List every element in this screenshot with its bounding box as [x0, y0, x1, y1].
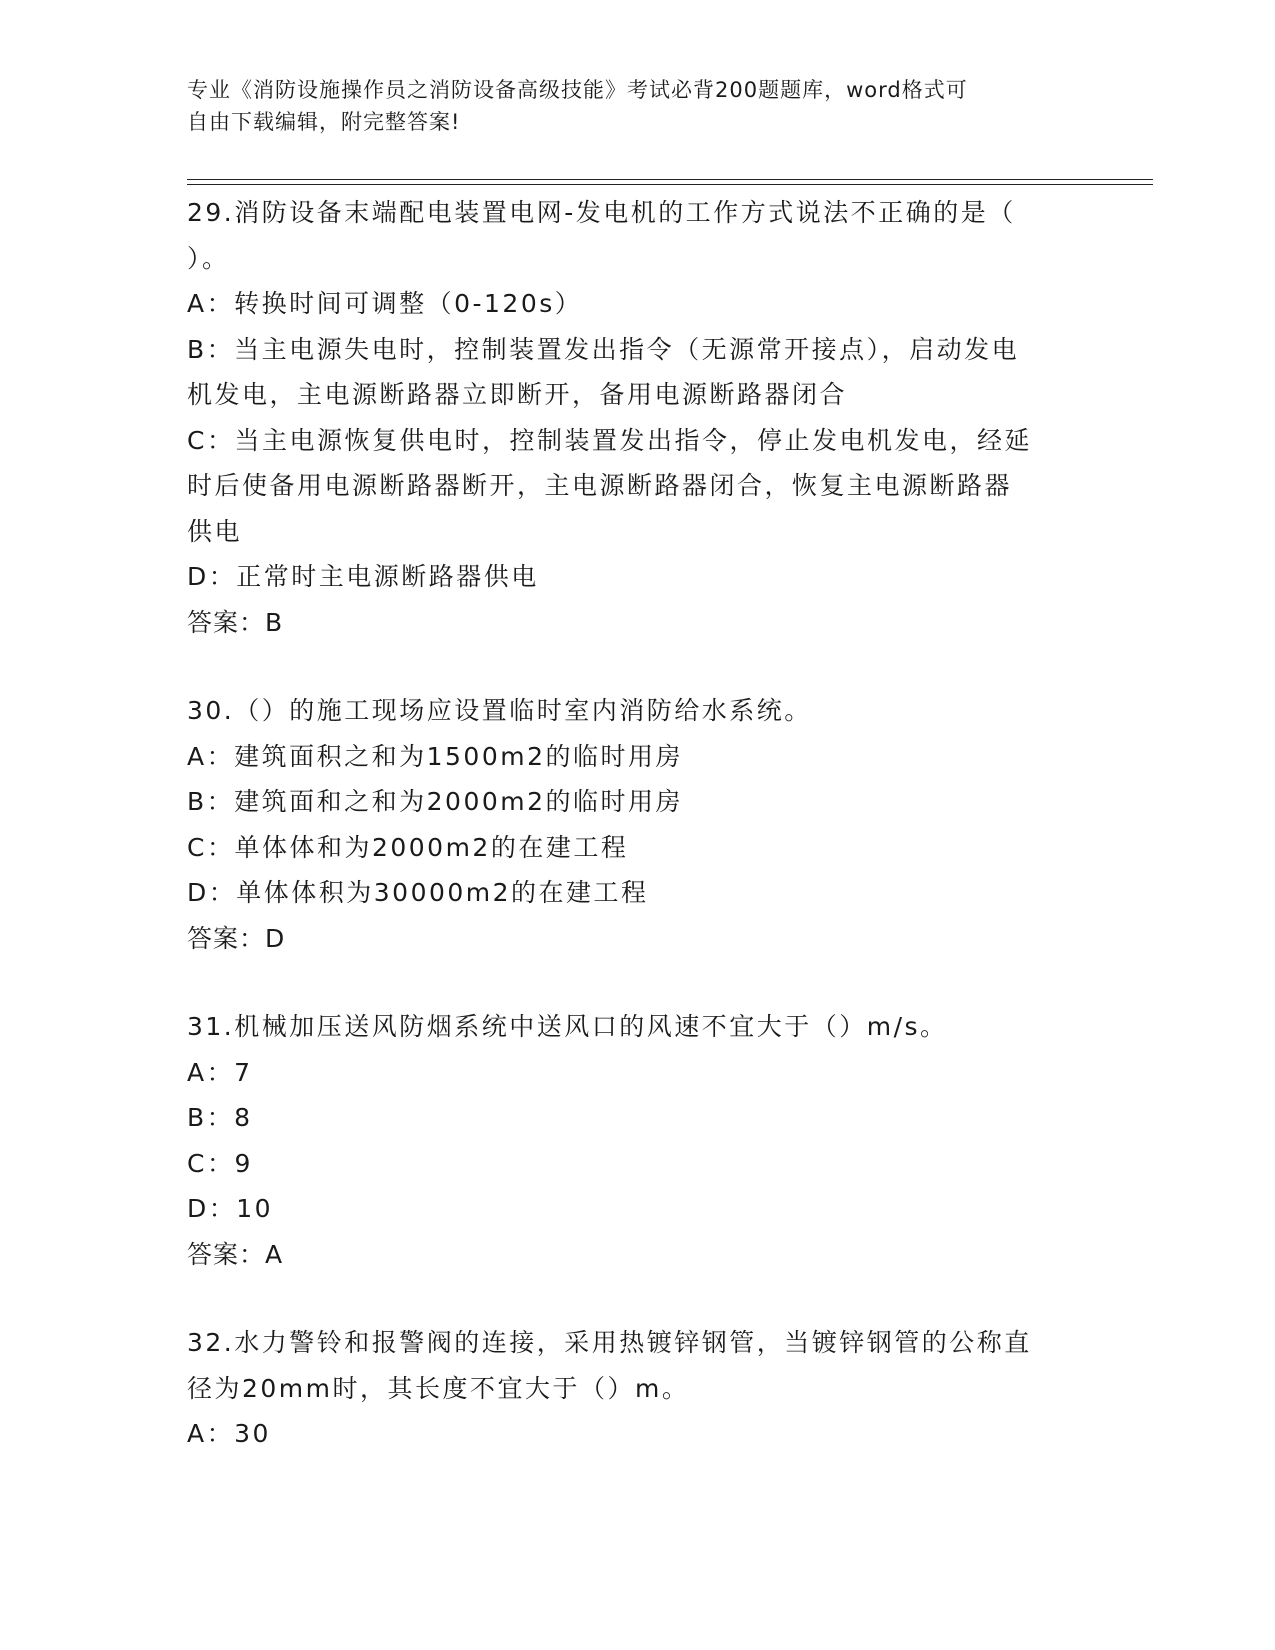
answer-value: D [265, 923, 286, 953]
question-stem: 29.消防设备末端配电装置电网-发电机的工作方式说法不正确的是（ [187, 198, 1016, 227]
question-spacer [187, 1277, 1067, 1320]
answer-label: 答案： [187, 923, 266, 953]
answer-option: B：当主电源失电时，控制装置发出指令（无源常开接点），启动发电 [187, 334, 1020, 364]
answer-option: A：30 [187, 1419, 271, 1448]
header-divider-bottom [187, 184, 1153, 185]
answer-option: D：单体体积为30000m2的在建工程 [187, 878, 649, 907]
question-list [187, 190, 1067, 1457]
answer-line [187, 1232, 1067, 1278]
answer-option: D：正常时主电源断路器供电 [187, 562, 539, 591]
answer-value: A [265, 1239, 284, 1269]
answer-option: C：当主电源恢复供电时，控制装置发出指令，停止发电机发电，经延 [187, 425, 1032, 455]
answer-option: 机发电，主电源断路器立即断开，备用电源断路器闭合 [187, 380, 848, 409]
answer-option: A：建筑面积之和为1500m2的临时用房 [187, 741, 683, 771]
answer-option: A：转换时间可调整（0-120s） [187, 289, 583, 318]
question-stem: 径为20mm时，其长度不宜大于（）m。 [187, 1373, 690, 1403]
answer-label: 答案： [187, 607, 266, 637]
question-stem: 32.水力警铃和报警阀的连接，采用热镀锌钢管，当镀锌钢管的公称直 [187, 1328, 1032, 1357]
question-item [187, 688, 1067, 1004]
question-spacer [187, 645, 1067, 688]
answer-line [187, 600, 1067, 646]
header-divider-top [187, 179, 1153, 180]
header-line-2: 自由下载编辑，附完整答案! [187, 110, 461, 134]
answer-option: B：建筑面和之和为2000m2的临时用房 [187, 787, 684, 816]
question-item [187, 1004, 1067, 1320]
answer-option: 时后使备用电源断路器断开，主电源断路器闭合，恢复主电源断路器 [187, 471, 1013, 500]
answer-label: 答案： [187, 1239, 266, 1269]
answer-option: D：10 [187, 1194, 274, 1223]
header-line-1: 专业《消防设施操作员之消防设备高级技能》考试必背200题题库，word格式可 [187, 78, 968, 102]
answer-option: B：8 [187, 1103, 253, 1132]
answer-line [187, 916, 1067, 962]
answer-value: B [265, 607, 284, 637]
question-spacer [187, 961, 1067, 1004]
answer-option: C：单体体和为2000m2的在建工程 [187, 832, 629, 862]
question-stem: 30.（）的施工现场应设置临时室内消防给水系统。 [187, 696, 812, 725]
answer-option: 供电 [187, 516, 243, 546]
question-item [187, 1320, 1067, 1457]
question-stem: 31.机械加压送风防烟系统中送风口的风速不宜大于（）m/s。 [187, 1012, 948, 1041]
answer-option: C：9 [187, 1148, 253, 1178]
question-item [187, 190, 1067, 688]
answer-option: A：7 [187, 1057, 253, 1087]
document-header [187, 74, 1067, 138]
question-stem: ）。 [187, 243, 230, 273]
